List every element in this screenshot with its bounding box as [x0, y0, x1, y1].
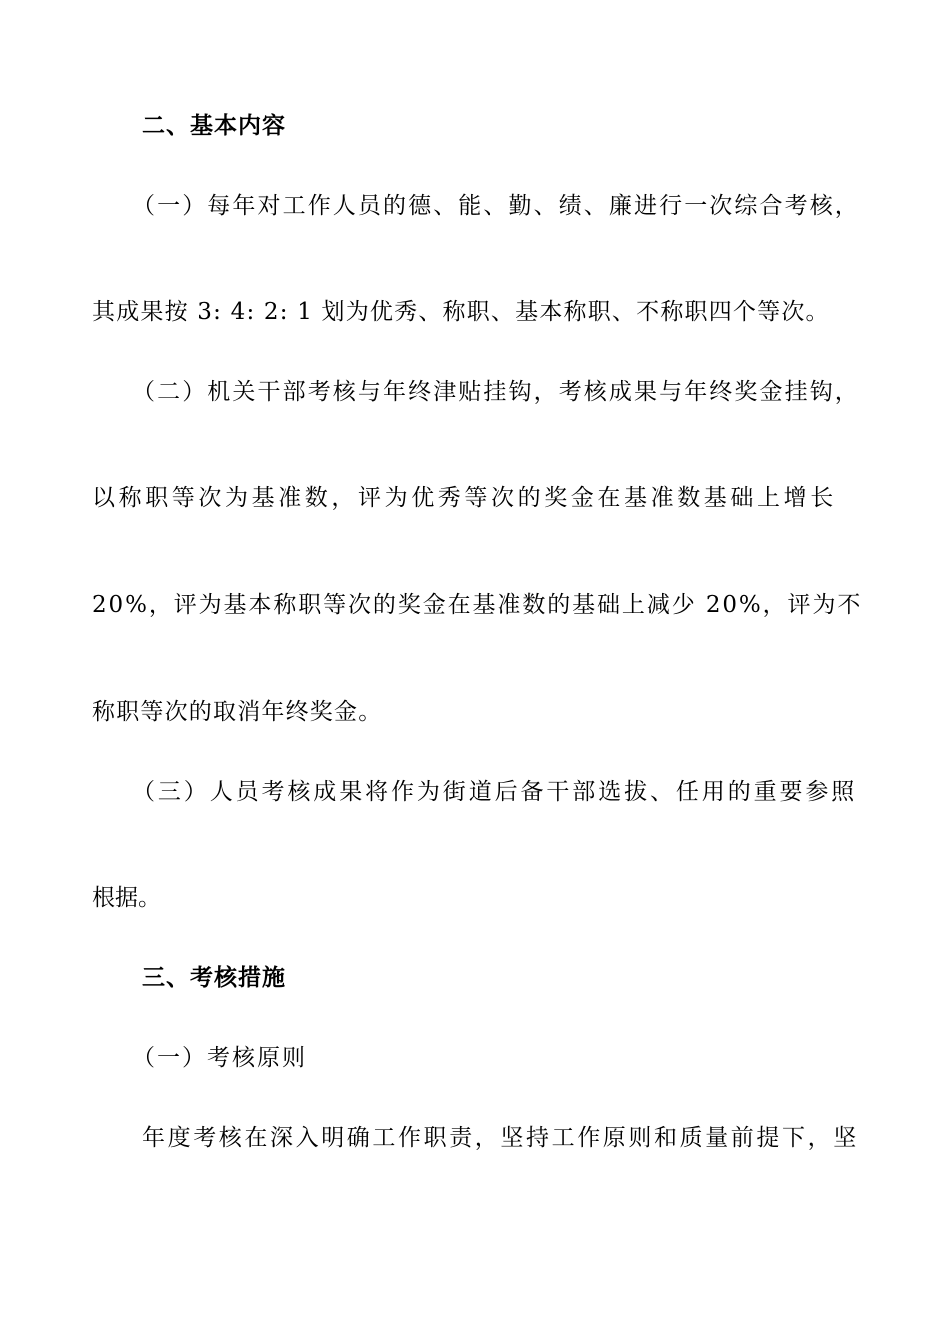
paragraph-line-1: [0, 186, 950, 226]
heading-text: 三、考核措施: [142, 965, 286, 991]
paragraph-line-6: [0, 692, 950, 732]
paragraph-line-7: [0, 772, 950, 812]
paragraph-line-8: [0, 878, 950, 918]
paragraph-line-11: [0, 1118, 950, 1158]
paragraph-line-5: [0, 585, 950, 625]
paragraph-text: （一）每年对工作人员的德、能、勤、绩、廉进行一次综合考核，: [132, 193, 860, 219]
paragraph-text: 其成果按 3: 4: 2: 1 划为优秀、称职、基本称职、不称职四个等次。: [92, 299, 830, 325]
paragraph-text: 称职等次的取消年终奖金。: [92, 699, 383, 725]
paragraph-line-2: [0, 292, 950, 332]
paragraph-text: 年度考核在深入明确工作职责，坚持工作原则和质量前提下，坚: [142, 1125, 859, 1151]
paragraph-text: 根据。: [92, 885, 161, 911]
subheading-assessment-principles: [0, 1038, 950, 1078]
paragraph-line-3: [0, 372, 950, 412]
section-heading-basic-content: [0, 106, 950, 146]
paragraph-text: 以称职等次为基准数，评为优秀等次的奖金在基准数基础上增长: [92, 485, 837, 511]
paragraph-text: （三）人员考核成果将作为街道后备干部选拔、任用的重要参照: [132, 779, 858, 805]
heading-text: 二、基本内容: [142, 113, 286, 139]
paragraph-text: （二）机关干部考核与年终津贴挂钩，考核成果与年终奖金挂钩，: [132, 379, 860, 405]
paragraph-text: 20%，评为基本称职等次的奖金在基准数的基础上减少 20%，评为不: [92, 592, 863, 618]
subheading-text: （一）考核原则: [132, 1045, 307, 1071]
section-heading-assessment-measures: [0, 958, 950, 998]
paragraph-line-4: [0, 478, 950, 518]
